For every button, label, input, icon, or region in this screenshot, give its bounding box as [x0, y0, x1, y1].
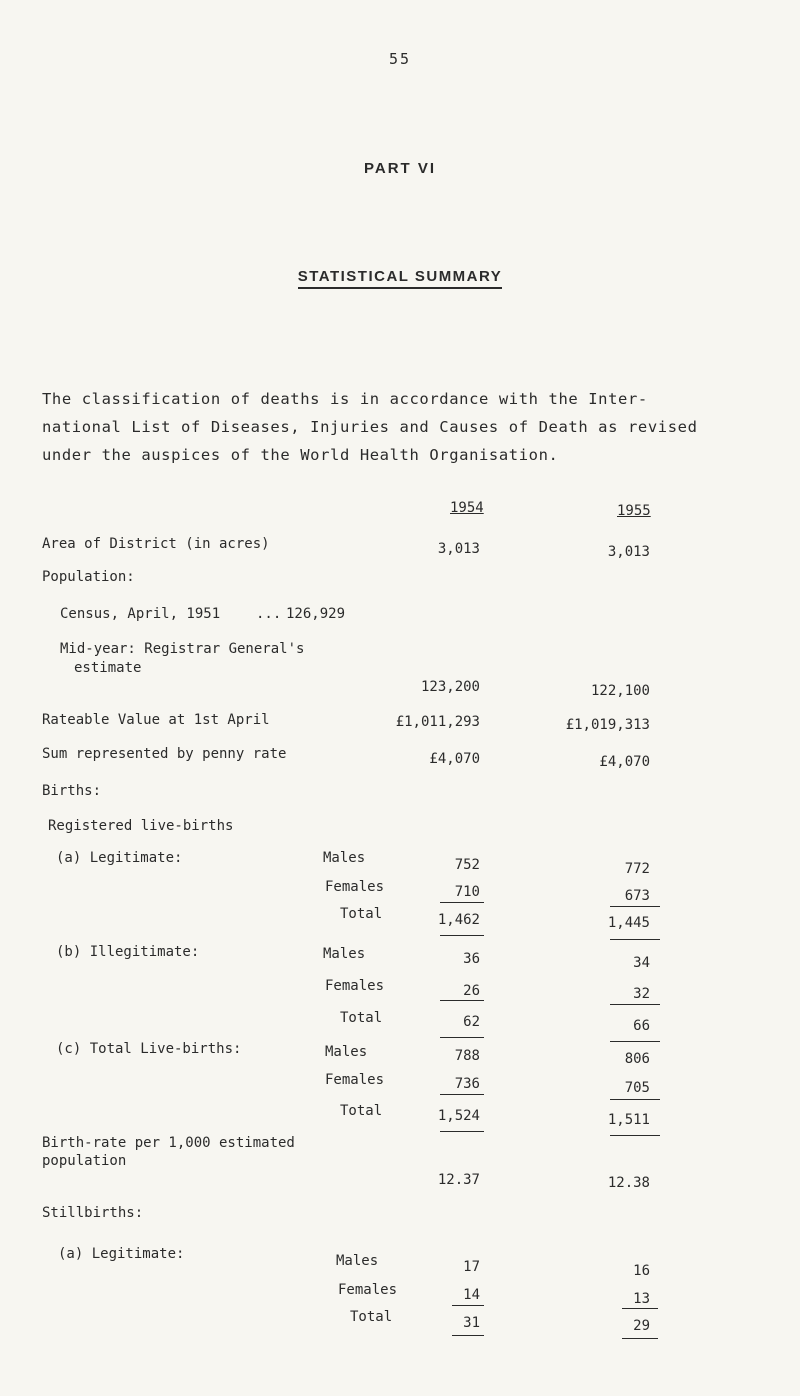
legitimate-label: (a) Legitimate: — [56, 850, 183, 866]
males-label: Males — [325, 1044, 368, 1060]
total-females-1955: 705 — [624, 1080, 650, 1096]
subtotal-rule — [610, 1099, 660, 1100]
still-males-1955: 16 — [633, 1263, 650, 1279]
rateable-label: Rateable Value at 1st April — [42, 712, 270, 728]
intro-line: The classification of deaths is in accordance with the Inter- — [42, 390, 648, 408]
all-total-1955: 1,511 — [607, 1112, 650, 1128]
penny-rate-1954: £4,070 — [429, 751, 480, 767]
illegitimate-label: (b) Illegitimate: — [56, 944, 200, 960]
section-heading-text: STATISTICAL SUMMARY — [298, 268, 503, 289]
illegit-total-1955: 66 — [633, 1018, 650, 1034]
total-label: Total — [340, 1103, 383, 1119]
subtotal-rule — [440, 1094, 484, 1095]
births-label: Births: — [42, 783, 102, 799]
area-label: Area of District (in acres) — [42, 536, 270, 552]
still-females-1955: 13 — [633, 1291, 650, 1307]
females-label: Females — [338, 1282, 398, 1298]
illegit-males-1955: 34 — [633, 955, 650, 971]
total-rule — [440, 1131, 484, 1132]
illegit-total-1954: 62 — [463, 1014, 480, 1030]
intro-line: under the auspices of the World Health Organisation. — [42, 446, 559, 464]
area-1954: 3,013 — [437, 541, 480, 557]
males-label: Males — [323, 850, 366, 866]
still-females-1954: 14 — [463, 1287, 480, 1303]
total-females-1954: 736 — [454, 1076, 480, 1092]
illegit-females-1955: 32 — [633, 986, 650, 1002]
females-label: Females — [325, 978, 385, 994]
total-rule — [622, 1338, 658, 1339]
midyear-label: Mid-year: Registrar General's — [60, 641, 305, 657]
total-label: Total — [350, 1309, 393, 1325]
subtotal-rule — [440, 1000, 484, 1001]
total-rule — [440, 935, 484, 936]
year-header-1954: 1954 — [450, 500, 484, 516]
registered-live-births-label: Registered live-births — [48, 818, 234, 834]
total-rule — [610, 939, 660, 940]
midyear-1955: 122,100 — [590, 683, 650, 699]
subtotal-rule — [440, 902, 484, 903]
total-live-births-label: (c) Total Live-births: — [56, 1041, 242, 1057]
males-label: Males — [336, 1253, 379, 1269]
part-heading: PART VI — [363, 160, 437, 177]
legit-males-1955: 772 — [624, 861, 650, 877]
females-label: Females — [325, 879, 385, 895]
page-number: 55 — [388, 50, 412, 68]
subtotal-rule — [452, 1305, 484, 1306]
penny-rate-1955: £4,070 — [599, 754, 650, 770]
all-total-1954: 1,524 — [437, 1108, 480, 1124]
still-males-1954: 17 — [463, 1259, 480, 1275]
birth-rate-1954: 12.37 — [437, 1172, 480, 1188]
females-label: Females — [325, 1072, 385, 1088]
birth-rate-1955: 12.38 — [607, 1175, 650, 1191]
midyear-label-cont: estimate — [74, 660, 142, 676]
intro-paragraph — [42, 385, 772, 469]
legit-males-1954: 752 — [454, 857, 480, 873]
total-males-1955: 806 — [624, 1051, 650, 1067]
year-header-1955: 1955 — [617, 503, 651, 519]
legit-total-1954: 1,462 — [437, 912, 480, 928]
census-label: Census, April, 1951 — [60, 606, 221, 622]
subtotal-rule — [622, 1308, 658, 1309]
males-label: Males — [323, 946, 366, 962]
rateable-1955: £1,019,313 — [565, 717, 650, 733]
total-males-1954: 788 — [454, 1048, 480, 1064]
stillbirths-label: Stillbirths: — [42, 1205, 144, 1221]
total-rule — [440, 1037, 484, 1038]
subtotal-rule — [610, 1004, 660, 1005]
subtotal-rule — [610, 906, 660, 907]
midyear-1954: 123,200 — [420, 679, 480, 695]
legit-females-1955: 673 — [624, 888, 650, 904]
illegit-females-1954: 26 — [463, 983, 480, 999]
rateable-1954: £1,011,293 — [395, 714, 480, 730]
total-label: Total — [340, 906, 383, 922]
penny-rate-label: Sum represented by penny rate — [42, 746, 287, 762]
census-dots: ... — [256, 606, 282, 622]
section-heading — [0, 268, 800, 285]
total-rule — [452, 1335, 484, 1336]
area-1955: 3,013 — [607, 544, 650, 560]
stillbirths-legitimate-label: (a) Legitimate: — [58, 1246, 185, 1262]
legit-total-1955: 1,445 — [607, 915, 650, 931]
total-rule — [610, 1135, 660, 1136]
legit-females-1954: 710 — [454, 884, 480, 900]
population-label: Population: — [42, 569, 135, 585]
total-rule — [610, 1041, 660, 1042]
still-total-1955: 29 — [633, 1318, 650, 1334]
census-value: 126,929 — [286, 606, 346, 622]
birth-rate-label-cont: population — [42, 1153, 127, 1169]
still-total-1954: 31 — [463, 1315, 480, 1331]
illegit-males-1954: 36 — [463, 951, 480, 967]
intro-line: national List of Diseases, Injuries and Causes of Death as revised — [42, 418, 698, 436]
birth-rate-label: Birth-rate per 1,000 estimated — [42, 1135, 295, 1151]
total-label: Total — [340, 1010, 383, 1026]
